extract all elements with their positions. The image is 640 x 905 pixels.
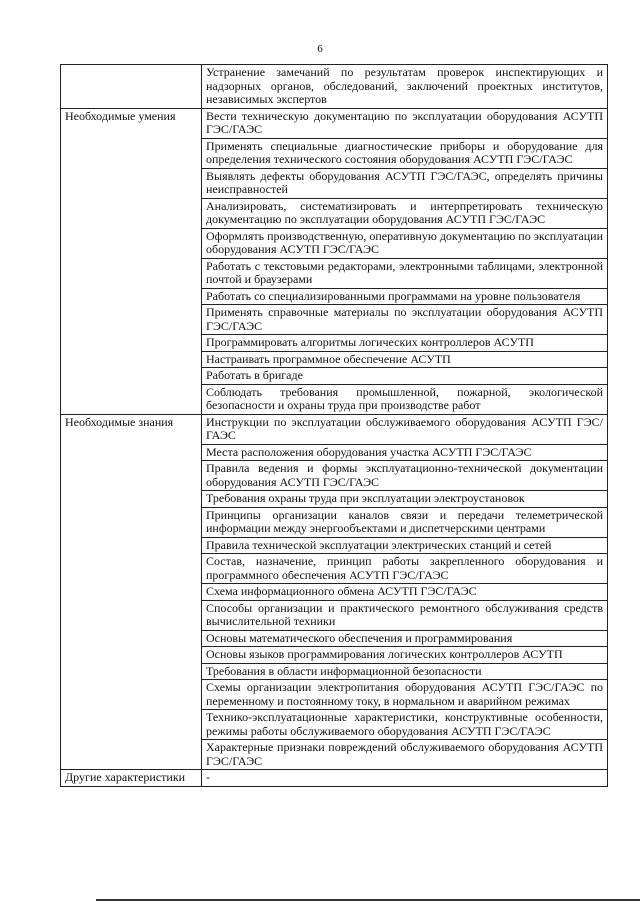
section-item: Схемы организации электропитания оборудования АСУТП ГЭС/ГАЭС по переменному и постоянному току, в нормальном и аварийном режимах: [202, 680, 608, 710]
page-number: 6: [317, 43, 323, 55]
section-label: Другие характеристики: [61, 770, 202, 787]
section-item: Правила ведения и формы эксплуатационно-технической документации оборудования АСУТП ГЭС/ГАЭС: [202, 461, 608, 491]
section-item: Принципы организации каналов связи и передачи телеметрической информации между энергообъектами и диспетчерскими центрами: [202, 507, 608, 537]
section-label: Необходимые знания: [61, 414, 202, 770]
table-row: [61, 770, 608, 787]
table-row: [61, 414, 608, 444]
section-item: Настраивать программное обеспечение АСУТП: [202, 351, 608, 368]
section-label: Необходимые умения: [61, 108, 202, 414]
section-item: Состав, назначение, принцип работы закрепленного оборудования и программного обеспечения АСУТП ГЭС/ГАЭС: [202, 554, 608, 584]
section-item: Работать с текстовыми редакторами, электронными таблицами, электронной почтой и браузерами: [202, 258, 608, 288]
section-item: Требования охраны труда при эксплуатации электроустановок: [202, 491, 608, 508]
section-item: Выявлять дефекты оборудования АСУТП ГЭС/ГАЭС, определять причины неисправностей: [202, 168, 608, 198]
section-item: Основы языков программирования логических контроллеров АСУТП: [202, 647, 608, 664]
table-row: [61, 65, 608, 109]
scan-edge-line: [96, 899, 640, 901]
section-item: Характерные признаки повреждений обслуживаемого оборудования АСУТП ГЭС/ГАЭС: [202, 740, 608, 770]
section-item: Устранение замечаний по результатам проверок инспектирующих и надзорных органов, обследований, заключений проектных институтов, независимых экспертов: [202, 65, 608, 109]
section-item: Вести техническую документацию по эксплуатации оборудования АСУТП ГЭС/ГАЭС: [202, 108, 608, 138]
section-label: [61, 65, 202, 109]
section-item: Работать со специализированными программами на уровне пользователя: [202, 288, 608, 305]
requirements-table-body: [61, 65, 608, 787]
section-item: Основы математического обеспечения и программирования: [202, 630, 608, 647]
section-item: Схема информационного обмена АСУТП ГЭС/ГАЭС: [202, 584, 608, 601]
section-item: Анализировать, систематизировать и интерпретировать техническую документацию по эксплуатации оборудования АСУТП ГЭС/ГАЭС: [202, 198, 608, 228]
section-item: Соблюдать требования промышленной, пожарной, экологической безопасности и охраны труда при производстве работ: [202, 384, 608, 414]
section-item: Работать в бригаде: [202, 368, 608, 385]
section-item: Правила технической эксплуатации электрических станций и сетей: [202, 537, 608, 554]
section-item: Места расположения оборудования участка АСУТП ГЭС/ГАЭС: [202, 444, 608, 461]
section-item: Требования в области информационной безопасности: [202, 663, 608, 680]
requirements-table: [60, 64, 608, 787]
table-row: [61, 108, 608, 138]
section-item: Применять специальные диагностические приборы и оборудование для определения технического состояния оборудования АСУТП ГЭС/ГАЭС: [202, 138, 608, 168]
section-item: -: [202, 770, 608, 787]
section-item: Оформлять производственную, оперативную документацию по эксплуатации оборудования АСУТП ГЭС/ГАЭС: [202, 228, 608, 258]
section-item: Технико-эксплуатационные характеристики, конструктивные особенности, режимы работы обслуживаемого оборудования АСУТП ГЭС/ГАЭС: [202, 710, 608, 740]
section-item: Программировать алгоритмы логических контроллеров АСУТП: [202, 335, 608, 352]
section-item: Инструкции по эксплуатации обслуживаемого оборудования АСУТП ГЭС/ГАЭС: [202, 414, 608, 444]
section-item: Способы организации и практического ремонтного обслуживания средств вычислительной техники: [202, 600, 608, 630]
section-item: Применять справочные материалы по эксплуатации оборудования АСУТП ГЭС/ГАЭС: [202, 305, 608, 335]
